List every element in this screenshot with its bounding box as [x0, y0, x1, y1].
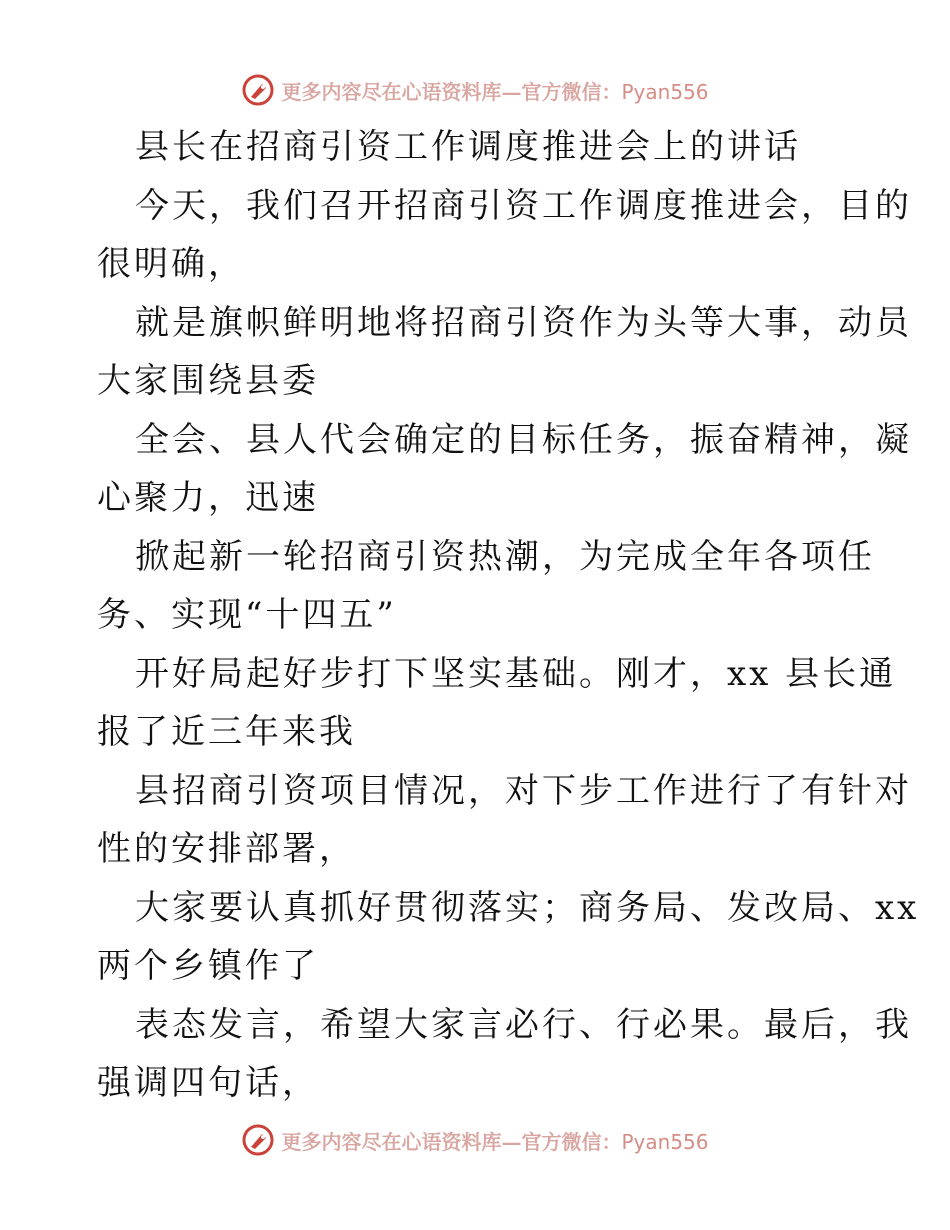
text-line: 性的安排部署，	[97, 829, 356, 869]
text-line: 报了近三年来我	[97, 712, 356, 752]
header-watermark	[0, 70, 950, 110]
document-title: 县长在招商引资工作调度推进会上的讲话	[135, 127, 801, 167]
watermark-id: Pyan556	[621, 1129, 709, 1154]
text-line: 县招商引资项目情况，对下步工作进行了有针对	[135, 770, 912, 811]
pen-nib-circle-icon	[241, 73, 275, 107]
text-line: 很明确，	[97, 244, 245, 284]
pen-nib-circle-icon	[241, 1123, 275, 1157]
text-line: 两个乡镇作了	[97, 946, 319, 986]
text-line: 今天，我们召开招商引资工作调度推进会，目的	[135, 185, 912, 226]
text-line: 强调四句话，	[97, 1063, 319, 1103]
watermark-id: Pyan556	[621, 79, 709, 104]
footer-watermark	[0, 1120, 950, 1160]
text-line: 全会、县人代会确定的目标任务，振奋精神，凝	[135, 419, 912, 460]
text-line: 就是旗帜鲜明地将招商引资作为头等大事，动员	[135, 302, 912, 343]
document-body	[97, 118, 920, 1113]
text-line: 心聚力，迅速	[97, 478, 319, 518]
text-line: 大家围绕县委	[97, 361, 319, 401]
text-line: 掀起新一轮招商引资热潮，为完成全年各项任	[135, 536, 875, 577]
watermark-text: 更多内容尽在心语资料库—官方微信：Pyan556	[281, 1129, 709, 1154]
text-line: 务、实现“十四五”	[97, 595, 397, 635]
text-line: 开好局起好步打下坚实基础。刚才，xx 县长通	[135, 653, 897, 694]
text-line: 表态发言，希望大家言必行、行必果。最后，我	[135, 1004, 912, 1045]
text-line: 大家要认真抓好贯彻落实；商务局、发改局、xx	[135, 887, 920, 928]
watermark-text: 更多内容尽在心语资料库—官方微信：Pyan556	[281, 79, 709, 104]
